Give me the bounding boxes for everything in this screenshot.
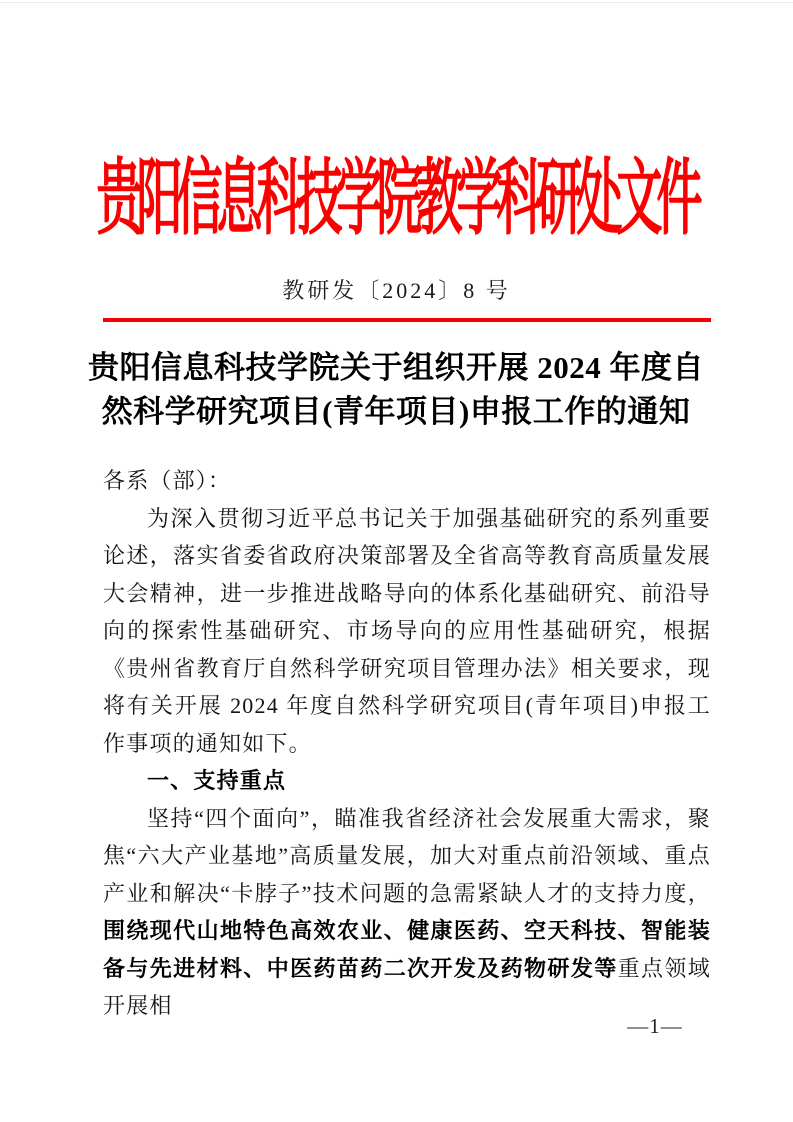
paragraph-intro: 为深入贯彻习近平总书记关于加强基础研究的系列重要论述，落实省委省政府决策部署及全省高等教育高质量发展大会精神，进一步推进战略导向的体系化基础研究、前沿导向的探索性基础研究、市场导向的应用性基础研究，根据《贵州省教育厅自然科学研究项目管理办法》相关要求，现将有关开展 2024 年度自然科学研究项目(青年项目)申报工作事项的通知如下。: [103, 505, 711, 756]
document-title-line2: 然科学研究项目(青年项目)申报工作的通知: [101, 394, 691, 429]
red-divider-line: [103, 318, 711, 322]
document-title-line1: 贵阳信息科技学院关于组织开展 2024 年度自: [88, 350, 704, 385]
paragraph-support-run2-bold: 围绕现代山地特色高效农业、健康医药、空天科技、智能装备与先进材料、中医药苗药二次开发及药物研发等: [103, 918, 711, 981]
red-header-org-title: 贵阳信息科技学院教学科研处文件: [96, 152, 697, 245]
salutation: 各系（部）：: [103, 468, 232, 493]
doc-number: 教研发〔2024〕8 号: [282, 278, 511, 303]
page-number: —1—: [627, 1014, 683, 1038]
section-heading-support-focus: 一、支持重点: [147, 768, 287, 793]
document-body: [103, 462, 711, 1025]
document-title: [56, 346, 736, 434]
paragraph-support: [103, 800, 711, 1025]
paragraph-support-run1: 坚持“四个面向”，瞄准我省经济社会发展重大需求，聚焦“六大产业基地”高质量发展，加大对重点前沿领域、重点产业和解决“卡脖子”技术问题的急需紧缺人才的支持力度，: [103, 805, 711, 906]
paragraph-support-run3: 重点领域开展相: [103, 955, 711, 1018]
scan-edge-line: [0, 2, 793, 3]
